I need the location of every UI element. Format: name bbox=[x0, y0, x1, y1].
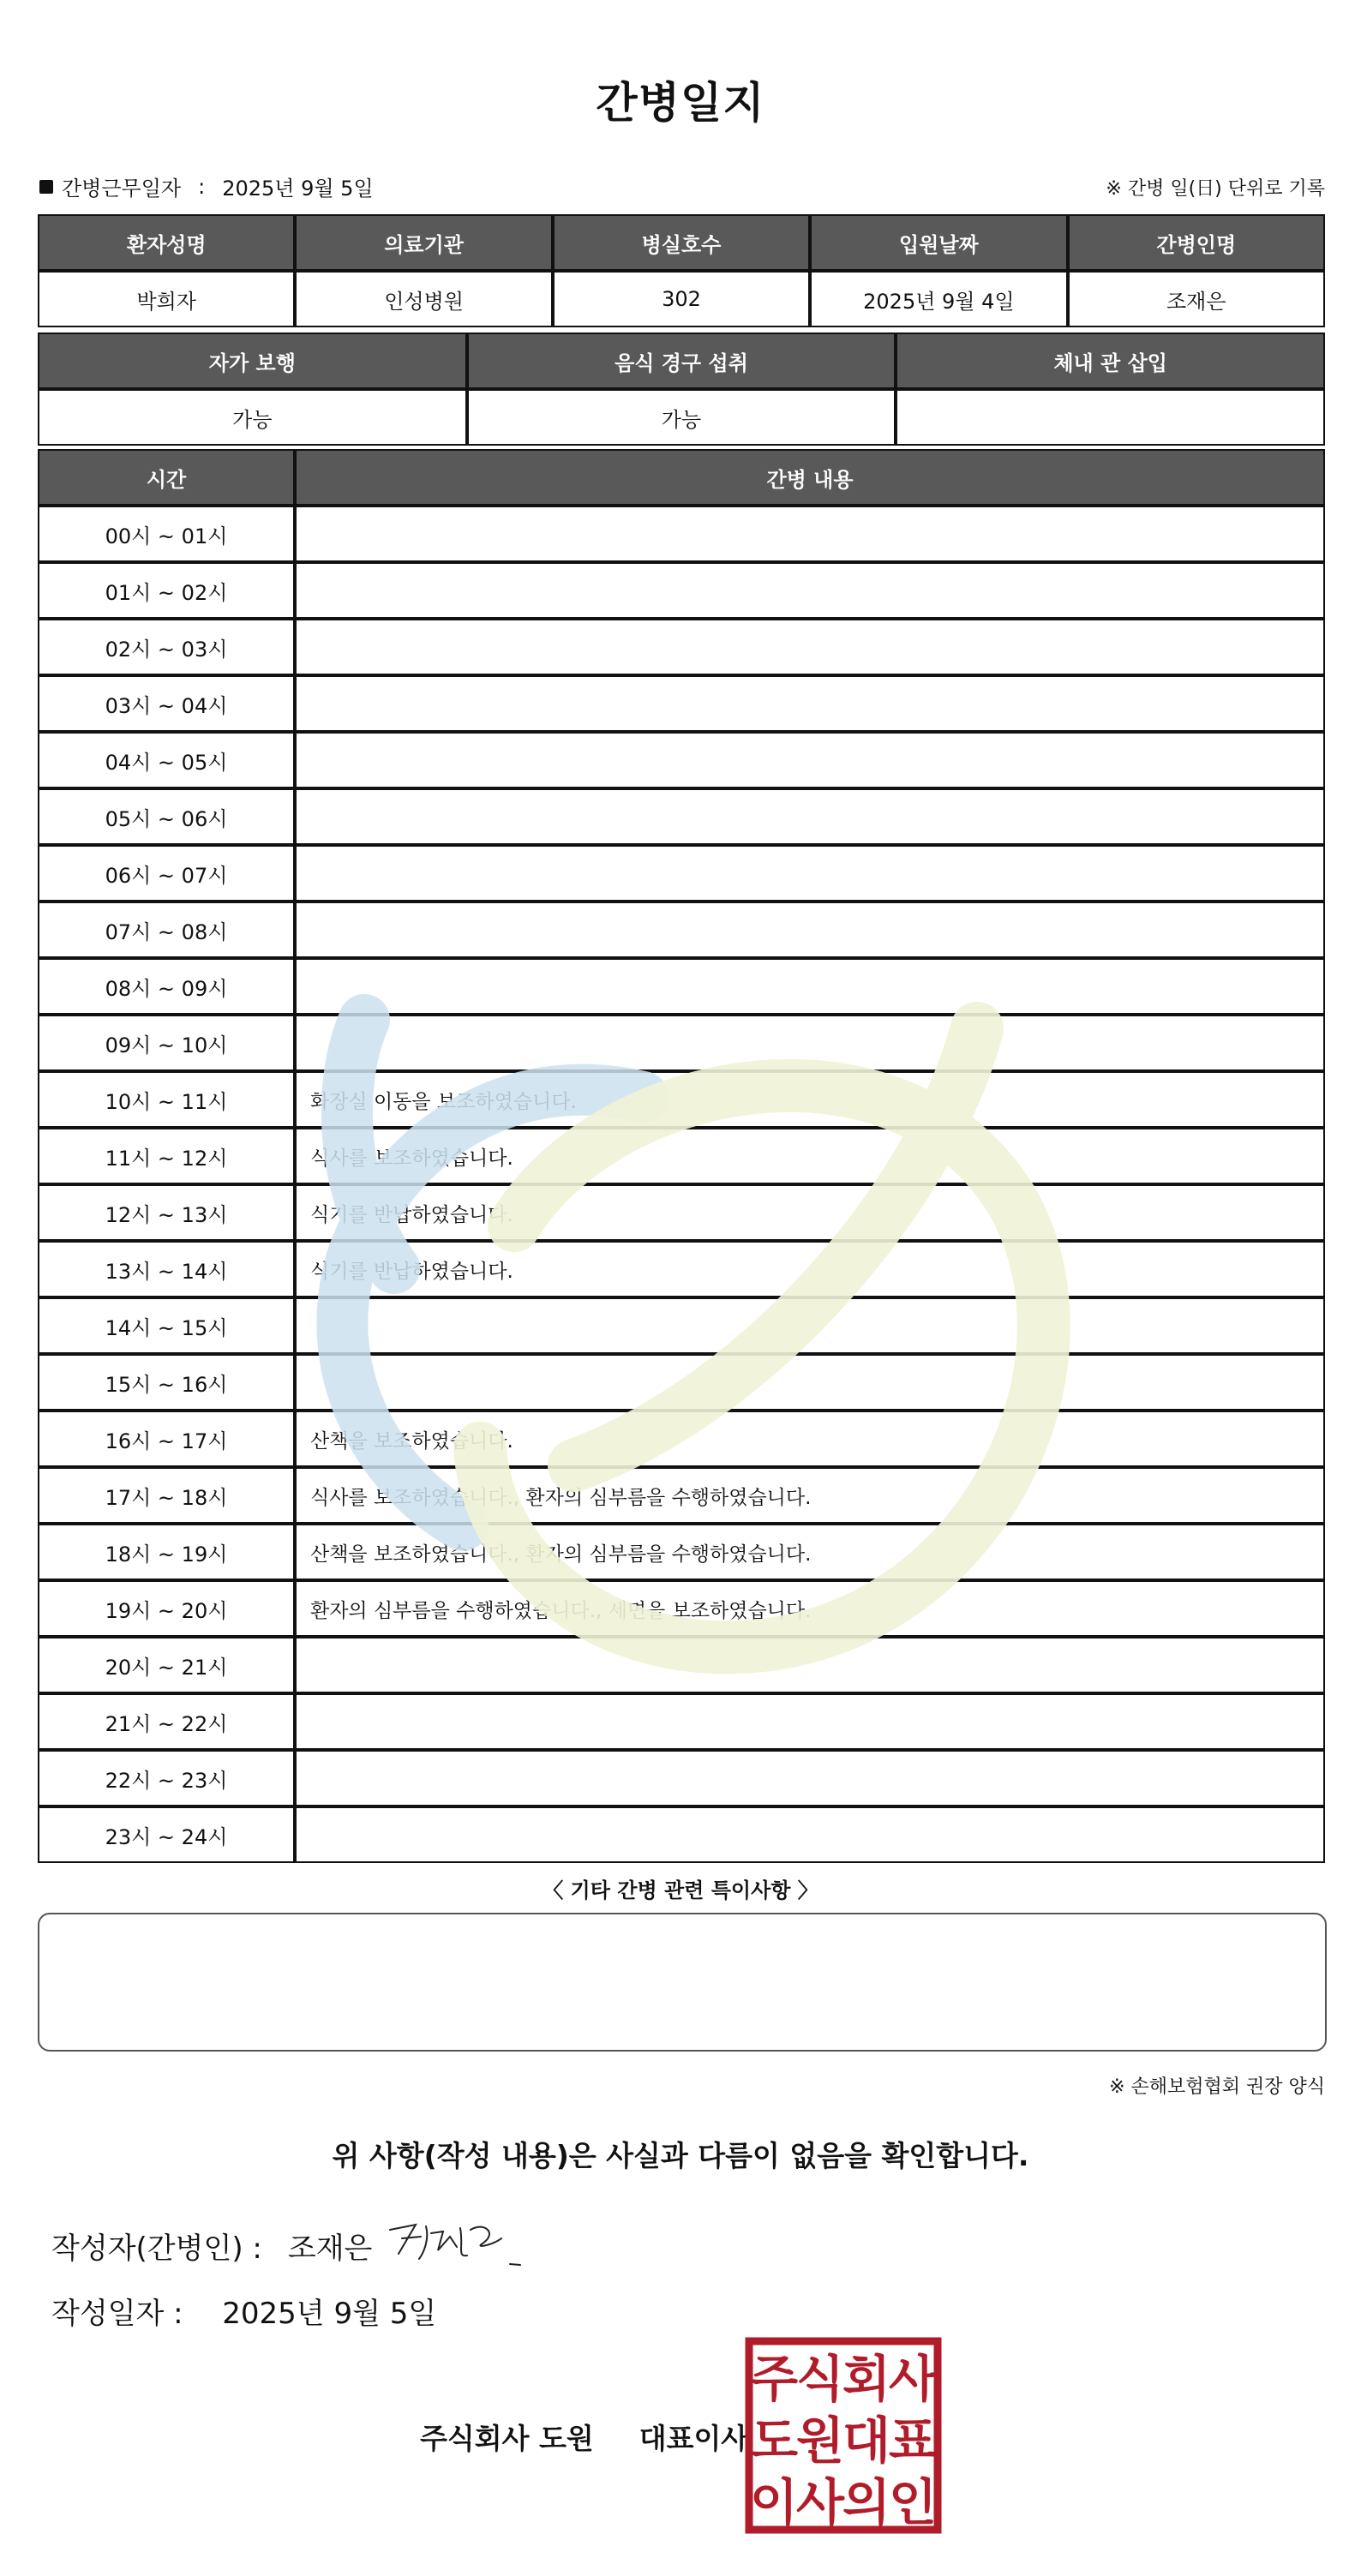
patient-info-value-row bbox=[38, 271, 1325, 327]
care-note bbox=[295, 619, 1325, 675]
care-note bbox=[295, 1693, 1325, 1750]
time-slot: 04시 ~ 05시 bbox=[38, 732, 295, 788]
room-number: 302 bbox=[553, 271, 810, 327]
time-slot: 23시 ~ 24시 bbox=[38, 1806, 295, 1863]
time-slot: 00시 ~ 01시 bbox=[38, 506, 295, 562]
seal-character: 이 bbox=[749, 2473, 799, 2531]
work-date-separator: : bbox=[198, 174, 206, 199]
table-row bbox=[38, 506, 1325, 562]
seal-character: 사 bbox=[888, 2350, 938, 2408]
table-row bbox=[38, 1354, 1325, 1411]
care-note: 식사를 보조하였습니다., 환자의 심부름을 수행하였습니다. bbox=[295, 1467, 1325, 1524]
care-note bbox=[295, 675, 1325, 732]
care-note bbox=[295, 845, 1325, 902]
tube-insertion bbox=[896, 389, 1325, 446]
condition-header-row bbox=[38, 332, 1325, 389]
care-log-header-row bbox=[38, 449, 1325, 506]
table-row bbox=[38, 1241, 1325, 1297]
care-log-table bbox=[38, 449, 1325, 1863]
table-row bbox=[38, 1693, 1325, 1750]
header-hospital: 의료기관 bbox=[295, 214, 552, 271]
table-row bbox=[38, 845, 1325, 902]
admission-date: 2025년 9월 4일 bbox=[810, 271, 1067, 327]
time-slot: 22시 ~ 23시 bbox=[38, 1750, 295, 1806]
header-patient-name: 환자성명 bbox=[38, 214, 295, 271]
patient-info-header-row bbox=[38, 214, 1325, 271]
writer-line bbox=[51, 2225, 372, 2267]
time-slot: 12시 ~ 13시 bbox=[38, 1184, 295, 1241]
caregiver-name: 조재은 bbox=[1068, 271, 1325, 327]
table-row bbox=[38, 1806, 1325, 1863]
header-time: 시간 bbox=[38, 449, 295, 506]
header-oral-intake: 음식 경구 섭취 bbox=[467, 332, 896, 389]
time-slot: 06시 ~ 07시 bbox=[38, 845, 295, 902]
table-row bbox=[38, 1524, 1325, 1580]
care-note bbox=[295, 1750, 1325, 1806]
self-walking: 가능 bbox=[38, 389, 467, 446]
table-row bbox=[38, 1637, 1325, 1693]
care-note bbox=[295, 732, 1325, 788]
condition-value-row bbox=[38, 389, 1325, 446]
form-note: ※ 손해보험협회 권장 양식 bbox=[1109, 2076, 1325, 2098]
square-bullet-icon bbox=[39, 180, 53, 194]
care-note: 화장실 이동을 보조하였습니다. bbox=[295, 1071, 1325, 1128]
time-slot: 05시 ~ 06시 bbox=[38, 788, 295, 845]
header-tube-insertion: 체내 관 삽입 bbox=[896, 332, 1325, 389]
table-row bbox=[38, 1580, 1325, 1637]
care-note: 산책을 보조하였습니다., 환자의 심부름을 수행하였습니다. bbox=[295, 1524, 1325, 1580]
oral-intake: 가능 bbox=[467, 389, 896, 446]
seal-character: 주 bbox=[749, 2350, 799, 2408]
time-slot: 08시 ~ 09시 bbox=[38, 958, 295, 1015]
time-slot: 01시 ~ 02시 bbox=[38, 562, 295, 619]
time-slot: 10시 ~ 11시 bbox=[38, 1071, 295, 1128]
unit-note: ※ 간병 일(日) 단위로 기록 bbox=[1106, 178, 1325, 200]
care-note bbox=[295, 902, 1325, 958]
care-note: 환자의 심부름을 수행하였습니다., 세면을 보조하였습니다. bbox=[295, 1580, 1325, 1637]
time-slot: 17시 ~ 18시 bbox=[38, 1467, 295, 1524]
time-slot: 21시 ~ 22시 bbox=[38, 1693, 295, 1750]
care-note bbox=[295, 1297, 1325, 1354]
time-slot: 16시 ~ 17시 bbox=[38, 1411, 295, 1467]
time-slot: 11시 ~ 12시 bbox=[38, 1128, 295, 1184]
seal-character: 회 bbox=[842, 2350, 891, 2408]
time-slot: 13시 ~ 14시 bbox=[38, 1241, 295, 1297]
care-note bbox=[295, 1354, 1325, 1411]
header-self-walking: 자가 보행 bbox=[38, 332, 467, 389]
seal-character: 원 bbox=[795, 2411, 845, 2470]
table-row bbox=[38, 562, 1325, 619]
time-slot: 09시 ~ 10시 bbox=[38, 1015, 295, 1071]
remarks-title: 〈 기타 간병 관련 특이사항 〉 bbox=[543, 1878, 818, 1902]
header-room-number: 병실호수 bbox=[553, 214, 810, 271]
seal-character: 사 bbox=[795, 2473, 845, 2531]
table-row bbox=[38, 1071, 1325, 1128]
table-row bbox=[38, 1297, 1325, 1354]
care-note: 식기를 반납하였습니다. bbox=[295, 1184, 1325, 1241]
header-admission-date: 입원날짜 bbox=[810, 214, 1067, 271]
table-row bbox=[38, 958, 1325, 1015]
company-name: 주식회사 도원 bbox=[420, 2422, 594, 2455]
handwritten-signature bbox=[381, 2213, 536, 2273]
work-date-line bbox=[39, 171, 374, 201]
time-slot: 18시 ~ 19시 bbox=[38, 1524, 295, 1580]
table-row bbox=[38, 788, 1325, 845]
care-note: 식기를 반납하였습니다. bbox=[295, 1241, 1325, 1297]
patient-condition-table bbox=[38, 332, 1325, 446]
company-role: 대표이사 bbox=[639, 2422, 749, 2455]
table-row bbox=[38, 1184, 1325, 1241]
care-log-body bbox=[38, 506, 1325, 1863]
table-row bbox=[38, 1015, 1325, 1071]
write-date-label: 작성일자 : bbox=[51, 2297, 183, 2331]
care-note: 산책을 보조하였습니다. bbox=[295, 1411, 1325, 1467]
company-line bbox=[420, 2417, 748, 2457]
table-row bbox=[38, 619, 1325, 675]
work-date-value: 2025년 9월 5일 bbox=[222, 177, 374, 201]
write-date-line bbox=[51, 2290, 436, 2332]
care-note bbox=[295, 506, 1325, 562]
time-slot: 20시 ~ 21시 bbox=[38, 1637, 295, 1693]
table-row bbox=[38, 902, 1325, 958]
time-slot: 02시 ~ 03시 bbox=[38, 619, 295, 675]
patient-name: 박희자 bbox=[38, 271, 295, 327]
work-date-label: 간병근무일자 bbox=[62, 177, 182, 201]
care-note bbox=[295, 562, 1325, 619]
care-note bbox=[295, 1015, 1325, 1071]
care-note bbox=[295, 958, 1325, 1015]
writer-name: 조재은 bbox=[287, 2232, 373, 2266]
time-slot: 14시 ~ 15시 bbox=[38, 1297, 295, 1354]
table-row bbox=[38, 1467, 1325, 1524]
table-row bbox=[38, 1750, 1325, 1806]
remarks-box bbox=[38, 1913, 1327, 2052]
care-note: 식사를 보조하였습니다. bbox=[295, 1128, 1325, 1184]
confirmation-statement: 위 사항(작성 내용)은 사실과 다름이 없음을 확인합니다. bbox=[332, 2139, 1029, 2172]
patient-info-table bbox=[38, 214, 1325, 327]
table-row bbox=[38, 732, 1325, 788]
seal-character: 대 bbox=[842, 2411, 891, 2470]
company-seal-stamp bbox=[744, 2336, 943, 2535]
seal-character: 도 bbox=[749, 2411, 799, 2470]
header-care-content: 간병 내용 bbox=[295, 449, 1325, 506]
writer-label: 작성자(간병인) : bbox=[51, 2232, 262, 2266]
seal-character: 표 bbox=[888, 2411, 938, 2470]
write-date-value: 2025년 9월 5일 bbox=[222, 2297, 437, 2331]
table-row bbox=[38, 675, 1325, 732]
seal-character: 식 bbox=[795, 2350, 845, 2408]
time-slot: 07시 ~ 08시 bbox=[38, 902, 295, 958]
seal-character: 인 bbox=[888, 2473, 938, 2531]
time-slot: 15시 ~ 16시 bbox=[38, 1354, 295, 1411]
care-note bbox=[295, 1806, 1325, 1863]
hospital: 인성병원 bbox=[295, 271, 552, 327]
time-slot: 19시 ~ 20시 bbox=[38, 1580, 295, 1637]
header-caregiver-name: 간병인명 bbox=[1068, 214, 1325, 271]
care-note bbox=[295, 1637, 1325, 1693]
page-title: 간병일지 bbox=[596, 78, 765, 128]
time-slot: 03시 ~ 04시 bbox=[38, 675, 295, 732]
table-row bbox=[38, 1411, 1325, 1467]
table-row bbox=[38, 1128, 1325, 1184]
seal-character: 의 bbox=[842, 2473, 891, 2531]
care-note bbox=[295, 788, 1325, 845]
